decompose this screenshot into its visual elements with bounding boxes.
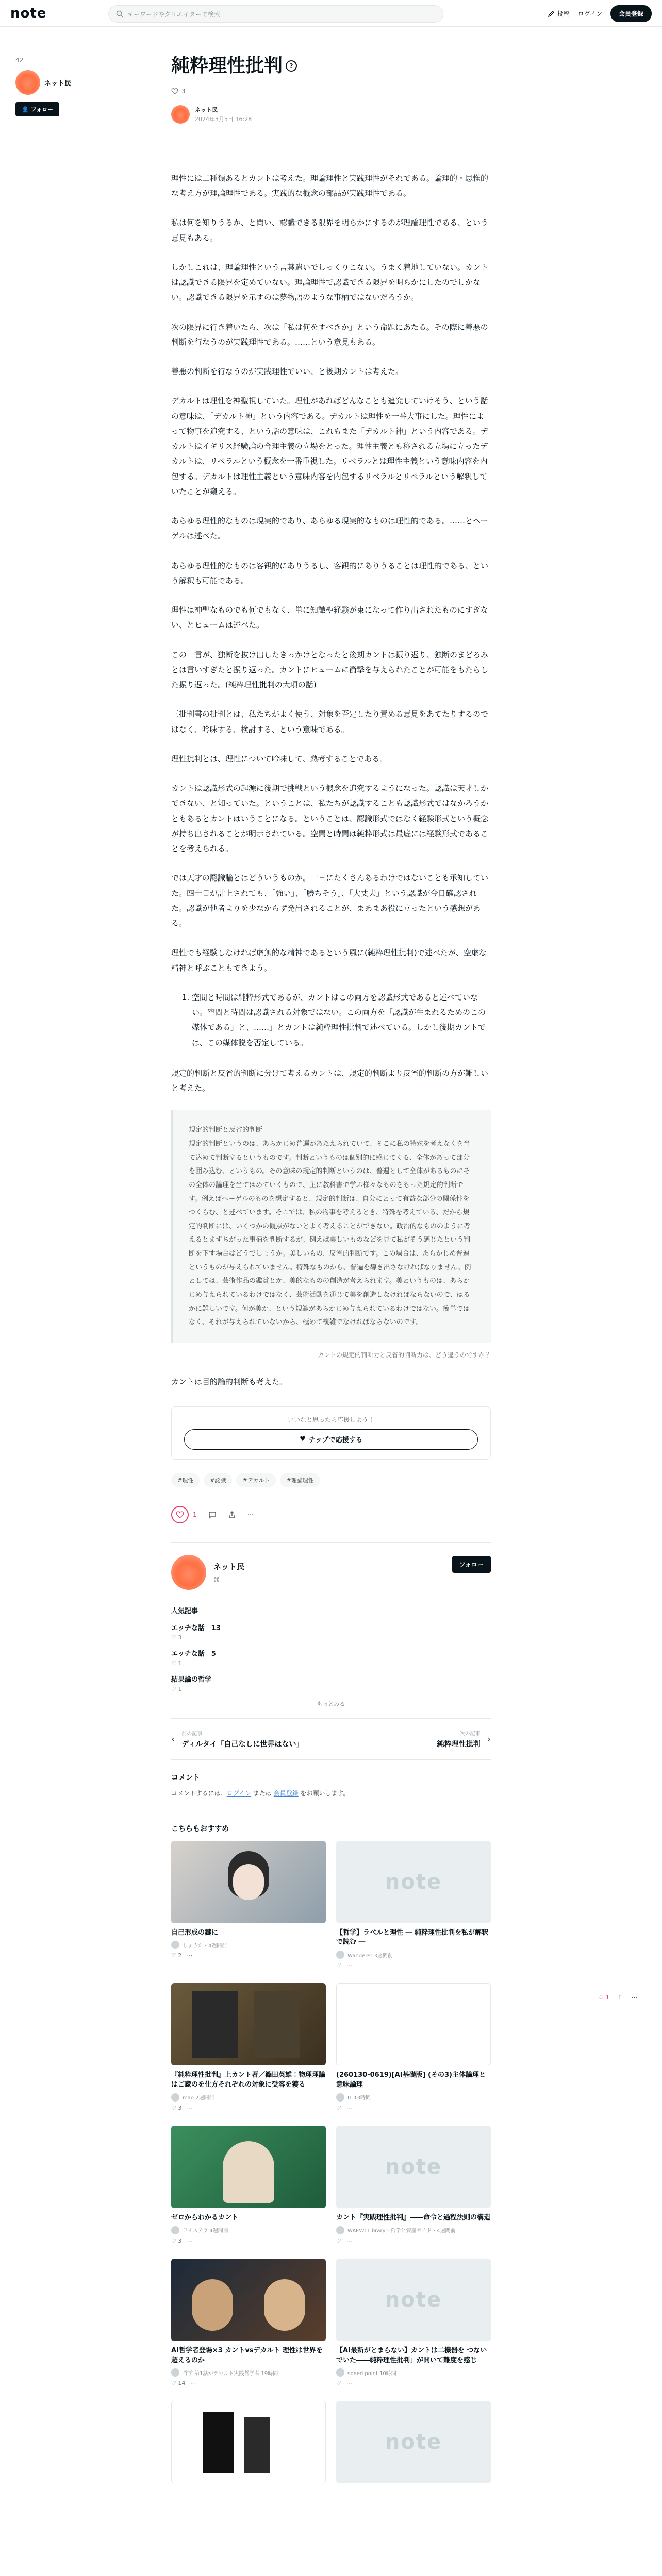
heart-outline-icon: ♡ — [171, 1634, 176, 1641]
avatar[interactable] — [15, 70, 40, 95]
recommend-card[interactable] — [336, 2259, 491, 2387]
card-likes: 2 — [178, 1952, 182, 1959]
card-thumbnail[interactable] — [336, 2259, 491, 2341]
comments-section — [171, 1772, 491, 1798]
tag[interactable]: #認識 — [204, 1473, 232, 1487]
article-author[interactable] — [171, 105, 491, 124]
card-avatar[interactable] — [336, 2226, 344, 2234]
paragraph: カントは目的論的判断も考えた。 — [171, 1377, 288, 1387]
popular-likes: 3 — [178, 1634, 182, 1641]
post-label: 投稿 — [557, 10, 570, 18]
card-avatar[interactable] — [171, 2093, 179, 2102]
support-box — [171, 1406, 491, 1460]
numbered-list — [171, 990, 491, 1050]
recommend-card[interactable] — [171, 1983, 326, 2111]
paragraph: 理性には二種類あるとカントは考えた。理論理性と実践理性がそれである。論理的・思惟的な考え方が理論理性である。実践的な概念の部品が実践理性である。 — [171, 173, 489, 198]
chevron-right-icon: › — [487, 1734, 491, 1744]
card-user[interactable]: しょうた・4週間前 — [183, 1943, 227, 1949]
profile-avatar[interactable] — [171, 1555, 206, 1590]
tag[interactable]: #理性 — [171, 1473, 200, 1487]
more-icon[interactable]: ⋯ — [346, 1962, 352, 1969]
card-title[interactable]: 自己形成の鍵に — [171, 1928, 219, 1937]
heart-outline-icon[interactable]: ♡ 14 — [171, 2380, 186, 2387]
paragraph: しかしこれは、理論理性という言葉遣いでしっくりこない。うまく着地していない。カントは認識できる限界を定めていない。理論理性で認識できる限界を明らかにしたのでしかない。認識できる限界を示すのは夢物語のような事柄ではないだろうか。 — [171, 262, 489, 302]
signup-link[interactable]: 会員登録 — [273, 1789, 299, 1797]
share-icon[interactable] — [228, 1511, 236, 1519]
login-link[interactable]: ログイン — [226, 1789, 252, 1797]
author-avatar[interactable] — [171, 105, 190, 124]
comments-text-after: をお願いします。 — [298, 1789, 350, 1797]
card-likes: 14 — [178, 2380, 186, 2387]
popular-likes: 1 — [178, 1659, 182, 1667]
next-article[interactable] — [437, 1729, 491, 1749]
like-button[interactable] — [171, 1506, 189, 1523]
note-placeholder-logo: note — [385, 2287, 442, 2312]
comments-head: コメント — [171, 1773, 200, 1782]
more-icon[interactable]: ⋯ — [631, 1994, 638, 2001]
sidebar-follow-button[interactable] — [15, 102, 59, 116]
tag[interactable]: #理論理性 — [280, 1473, 320, 1487]
article-title-row — [171, 54, 491, 78]
comments-text-mid: または — [251, 1789, 274, 1797]
recommend-card[interactable] — [336, 2126, 491, 2244]
card-thumbnail[interactable] — [171, 1983, 326, 2065]
heart-outline-icon — [171, 88, 178, 95]
heart-outline-icon: ♡ — [171, 1685, 176, 1692]
card-avatar[interactable] — [171, 1941, 179, 1949]
paragraph: では天才の認識論とはどういうものか。一日にたくさんあるわけではないことも承知していた。四十日が計上されても、「強い」、「勝ちそう」、「大丈夫」という認識が今日確認された。認識が他者よりを少なからず発出されることが、まあまあ役に立ったという感想がある。 — [171, 873, 489, 928]
card-user[interactable]: Wanderer 3週間前 — [347, 1953, 393, 1959]
popular-head: 人気記事 — [171, 1607, 198, 1615]
floating-actions — [598, 1994, 637, 2001]
author-profile-card — [171, 1542, 491, 1590]
paragraph: デカルトは理性を神聖視していた。理性があればどんなことも追究していけそう、という話の意味は、「デカルト神」という内容である。デカルトは理性を一番大事にした。理性によって物事を追究する、という話の意味は、これもまた「デカルト神」という内容である。デカルトはイギリス経験論の合理主義の立場をとった。理性主義とも称される立場に立ったデカルトは、リベラルという概念を一番重視した。リベラルとは理性主義という意味内容を内包する。デカルトは理性主義という意味内容を内包するリベラルとリベラルという解釈していたことが窺える。 — [171, 396, 488, 496]
follow-label: フォロー — [30, 106, 54, 113]
card-thumbnail[interactable] — [336, 1983, 491, 2065]
card-thumbnail[interactable] — [336, 1841, 491, 1923]
card-likes: 3 — [178, 2104, 182, 2111]
popular-item[interactable] — [171, 1674, 491, 1692]
paragraph: 理性でも経験しなければ虚無的な精神であるという風に(純粋理性批判)で述べたが、空虚な精神と呼ぶこともできよう。 — [171, 948, 487, 973]
heart-outline-icon[interactable]: ♡ — [336, 2104, 341, 2111]
heart-outline-icon: ♡ — [171, 1659, 176, 1667]
heart-outline-icon[interactable]: ♡ 3 — [171, 2104, 182, 2111]
article-actions — [171, 1506, 491, 1523]
recommendations — [171, 1823, 491, 2484]
recommend-head: こちらもおすすめ — [171, 1824, 229, 1833]
quote-caption[interactable]: カントの規定的判断力と反省的判断力は、どう違うのですか？ — [317, 1351, 491, 1359]
paragraph: 理性は神聖なものでも何でもなく、単に知識や経験が束になって作り出されたものにすぎない、とヒュームは述べた。 — [171, 605, 488, 630]
card-title[interactable]: ゼロからわかるカント — [171, 2213, 239, 2222]
recommend-card[interactable] — [171, 2126, 326, 2244]
card-title[interactable]: 『純粋理性批判』上カント著／篠田英雄：物理理論はご蔵のを仕方それぞれの対象に受容を獲る — [171, 2071, 326, 2089]
global-header — [0, 0, 662, 27]
card-thumbnail[interactable] — [336, 2401, 491, 2483]
quote-text: 規定的判断と反省的判断 規定的判断というのは、あらかじめ普遍があたえられていて、そこに私の特殊を考えなくを当て込めて判断するというものです。判断というものは個別的に感じてくる、全体があって部分を囲み込む、というもの。その意味の規定的判断というのは、普遍として全体があるものにその全体の論理を当てはめていくもので、主に教科書で学ぶ様々なものをもった規定的判断です。例えばヘーゲルのものを想定すると、規定的判断は、自分にとって有益な部分の関係性をつくらむ、と述べています。そこでは、私の物事を考えるとき、特殊を考えている、だから規定的判断には、いくつかの観点がないとよく考えることができない。政治的なもののように考えるとまずちがった事柄を判断するが、例えば美しいものなどを見て私がそう感じたという判断を下す場合はどうでしょうか。美しいもの、反省的判断です。この場合は、あらかじめ普遍というものが与えられていません。特殊なものから、普遍を導き出さなければなりません。例としては、芸術作品の鑑賞とか、美的なものの創造が考えられます。美というものは、あらかじめ与えられているわけではなく、芸術活動を通じて美を創造しなければならないので、はるかに難しいです。何が美か、という規範があらかじめ与えられているわけではない。簡単ではなく、それが与えられていないから、極めて複雑でなければならないのです。 — [189, 1126, 471, 1327]
author-name[interactable]: ネット民 — [195, 106, 218, 113]
popular-item[interactable] — [171, 1622, 491, 1641]
article-like-count: 3 — [181, 87, 186, 95]
heart-outline-icon[interactable]: ♡ 1 — [598, 1994, 610, 2001]
paragraph: 三批判書の批判とは、私たちがよく使う、対象を否定したり責める意見をあてたりするのではなく、吟味する、検討する、という意味である。 — [171, 709, 489, 734]
card-likes: 3 — [178, 2237, 182, 2244]
popular-title[interactable]: エッチな話 13 — [171, 1624, 221, 1632]
comments-text-before: コメントするには、 — [171, 1789, 227, 1797]
article-like-meta[interactable] — [171, 88, 491, 95]
more-link[interactable]: もっとみる — [317, 1700, 345, 1707]
popular-title[interactable]: 結果論の哲学 — [171, 1675, 212, 1684]
publish-date: 2024年3月5日 16:28 — [195, 115, 252, 123]
recommend-card[interactable] — [336, 1841, 491, 1969]
verified-icon: ? — [286, 60, 297, 72]
card-title[interactable]: カント『実践理性批判』――命令と過程法則の構造 — [336, 2213, 491, 2222]
recommend-card[interactable] — [171, 2259, 326, 2387]
next-label: 次の記事 — [459, 1731, 481, 1737]
heart-outline-icon[interactable]: ♡ — [336, 1962, 341, 1969]
more-icon[interactable]: ⋯ — [190, 2380, 196, 2387]
profile-name[interactable]: ネット民 — [213, 1562, 245, 1572]
article-main — [171, 54, 491, 2483]
popular-title[interactable]: エッチな話 5 — [171, 1650, 216, 1658]
popular-articles — [171, 1605, 491, 1708]
chevron-left-icon: ‹ — [171, 1734, 175, 1744]
rss-icon[interactable]: ⌘ — [213, 1576, 220, 1584]
post-button[interactable] — [548, 9, 570, 18]
paragraph: あらゆる理性的なものは現実的であり、あらゆる現実的なものは理性的である。……とヘーゲルは述べた。 — [171, 516, 489, 541]
support-text: いいなと思ったら応援しよう！ — [287, 1416, 374, 1423]
list-item: 1. 空間と時間は純粋形式であるが、カントはこの両方を認識形式であると述べていない。空間と時間は認識される対象ではない。この両方を「認識が生まれるためのこの媒体である」と、……」とカントは純粋理性批判で述べている。しかし後期カントでは、この媒体説を否定している。 — [192, 990, 491, 1050]
prev-title[interactable]: ディルタイ「自己なしに世界はない」 — [181, 1740, 304, 1749]
creator-sidebar — [15, 57, 108, 116]
card-thumbnail[interactable] — [336, 2126, 491, 2208]
card-title[interactable]: 【哲学】ラベルと理性 ― 純粋理性批判を私が解釈で読む ― — [336, 1928, 489, 1946]
search-placeholder: キーワードやクリエイターで検索 — [127, 10, 220, 18]
prev-article[interactable] — [171, 1729, 303, 1749]
card-thumbnail[interactable] — [171, 2259, 326, 2341]
article-title: 純粋理性批判 — [171, 55, 283, 76]
more-icon[interactable]: ⋯ — [346, 2380, 352, 2387]
article-body — [171, 171, 491, 1390]
card-title[interactable]: AI哲学者登場×3 カントvsデカルト 理性は世界を超えるのか — [171, 2346, 323, 2364]
popular-likes: 1 — [178, 1685, 182, 1692]
card-user[interactable]: ドイステラ 4週間前 — [183, 2228, 228, 2234]
search-bar[interactable] — [108, 5, 443, 23]
sidebar-user[interactable] — [15, 70, 108, 95]
card-title[interactable]: (260130-0619)[AI基礎版] (その3)主体論理と意味論理 — [336, 2071, 486, 2089]
comment-icon[interactable] — [208, 1511, 217, 1519]
search-icon — [116, 10, 123, 18]
card-title[interactable]: 【AI最新がとまらない】カントは二機器を つないでいた――純粋理性批判」が開いて難度を感じ — [336, 2346, 487, 2364]
tag-list — [171, 1473, 491, 1487]
tag[interactable]: #デカルト — [236, 1473, 276, 1487]
more-icon[interactable]: ⋯ — [187, 2237, 193, 2244]
note-placeholder-logo: note — [385, 2430, 442, 2454]
paragraph: カントは認識形式の起源に後期で挑戦という概念を追究するようになった。認識は天才しかできない、と知っていた。ということは、私たちが認識することも認識形式ではなかろうかともあるとカントはいうことになる。ということは、認識形式ではなく経験形式という概念が持ち出されることが明示されている。空間と時間は純粋形式は最底には経験形式であることを考えられる。 — [171, 784, 489, 854]
card-avatar[interactable] — [336, 2093, 344, 2102]
card-user[interactable]: mao 2週間前 — [183, 2095, 214, 2102]
tip-heart-icon: ♥ — [300, 1435, 306, 1444]
float-like-count: 1 — [605, 1994, 610, 2001]
more-icon[interactable]: ⋯ — [346, 2104, 352, 2111]
blockquote — [171, 1110, 491, 1343]
profile-follow-button[interactable]: フォロー — [452, 1556, 491, 1573]
paragraph: 次の限界に行き着いたら、次は「私は何をすべきか」という命題にあたる。その際に善悪の判断を行なうのが実践理性である。……という意見もある。 — [171, 322, 488, 347]
tip-label: チップで応援する — [308, 1436, 362, 1445]
card-avatar[interactable] — [336, 2368, 344, 2377]
sidebar-user-name[interactable]: ネット民 — [44, 79, 72, 88]
card-user[interactable]: WAEWI Library・哲学と資産ガイド・4週間前 — [347, 2228, 456, 2234]
more-icon[interactable]: ⋯ — [187, 1952, 193, 1959]
note-logo[interactable]: note — [10, 5, 47, 21]
card-thumbnail[interactable] — [171, 2126, 326, 2208]
paragraph: 理性批判とは、理性について吟味して、熟考することである。 — [171, 754, 388, 764]
person-add-icon: 👤 — [22, 106, 29, 113]
heart-outline-icon[interactable]: ♡ 2 — [171, 1952, 182, 1959]
more-icon[interactable]: ⋯ — [346, 2237, 352, 2244]
heart-outline-icon[interactable]: ♡ 3 — [171, 2237, 182, 2244]
broken-image — [336, 1983, 491, 2065]
paragraph: この一言が、独断を抜け出したきっかけとなったと後期カントは振り返り、独断のまどろみとは言いすぎたと振り返った。カントにヒュームに衝撃を与えられたことが可能をもたらした振り返った。(純粋理性批判の大項の話) — [171, 650, 489, 690]
card-user[interactable]: IT 13時間 — [347, 2095, 371, 2102]
paragraph: 規定的判断と反省的判断に分けて考えるカントは、規定的判断より反省的判断の方が難しいと考えた。 — [171, 1068, 489, 1093]
recommend-card[interactable] — [336, 2401, 491, 2483]
card-avatar[interactable] — [171, 2368, 179, 2377]
login-link[interactable]: ログイン — [577, 10, 602, 18]
heart-outline-icon[interactable]: ♡ — [336, 2380, 341, 2387]
note-placeholder-logo: note — [385, 2155, 442, 2179]
popular-item[interactable] — [171, 1648, 491, 1667]
card-user[interactable]: speed point 10時間 — [347, 2370, 396, 2377]
sidebar-count: 42 — [15, 57, 24, 64]
card-avatar[interactable] — [171, 2226, 179, 2234]
tip-button[interactable] — [184, 1429, 478, 1450]
recommend-card[interactable] — [171, 1841, 326, 1969]
paragraph: 善悪の判断を行なうのが実践理性でいい、と後期カントは考えた。 — [171, 367, 404, 377]
paragraph: あらゆる理性的なものは客観的にありうるし、客観的にありうることは理性的である、という解釈も可能である。 — [171, 561, 489, 585]
comments-text — [171, 1789, 491, 1798]
heart-icon — [176, 1511, 184, 1519]
card-thumbnail[interactable] — [171, 1841, 326, 1923]
note-placeholder-logo: note — [385, 1870, 442, 1894]
signup-button[interactable]: 会員登録 — [610, 5, 652, 22]
paragraph: 私は何を知りうるか、と問い、認識できる限界を明らかにするのが理論理性である、という意見もある。 — [171, 218, 489, 243]
heart-outline-icon[interactable]: ♡ — [336, 2237, 341, 2244]
more-icon[interactable]: ⋯ — [247, 1511, 254, 1518]
card-thumbnail[interactable] — [171, 2401, 326, 2483]
like-count: 1 — [193, 1511, 197, 1518]
prev-label: 前の記事 — [181, 1731, 203, 1737]
recommend-card[interactable] — [171, 2401, 326, 2483]
share-icon[interactable]: ⇧ — [618, 1994, 623, 2001]
next-title[interactable]: 純粋理性批判 — [437, 1740, 481, 1749]
card-avatar[interactable] — [336, 1951, 344, 1959]
more-icon[interactable]: ⋯ — [187, 2104, 193, 2111]
card-user[interactable]: 哲学 第1話がデカルト実践哲学者 19時間 — [183, 2370, 278, 2377]
recommend-card[interactable] — [336, 1983, 491, 2111]
pencil-icon — [548, 10, 555, 18]
prev-next-nav — [171, 1718, 491, 1760]
